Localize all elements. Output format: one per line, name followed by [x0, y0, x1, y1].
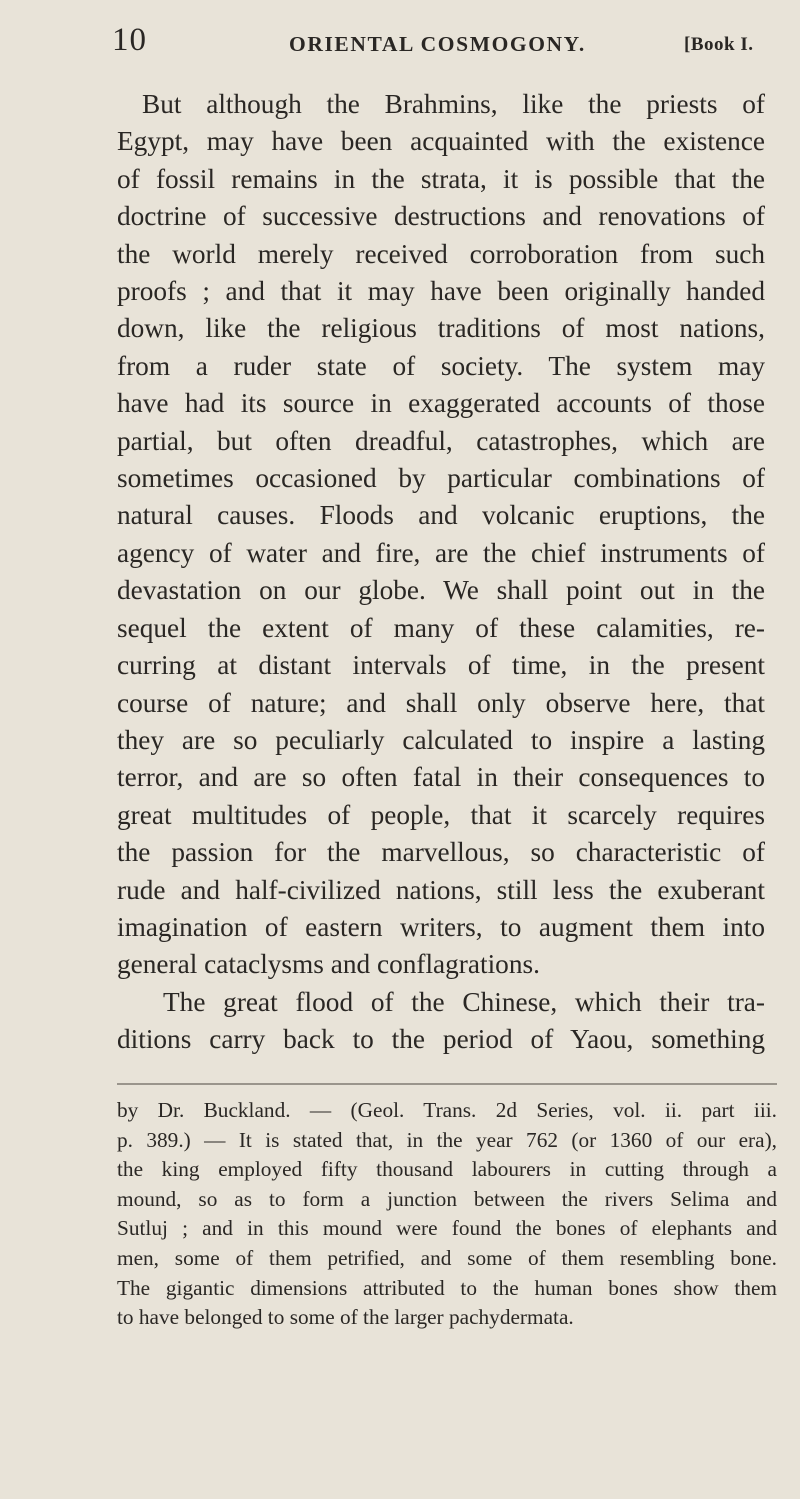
body-line: from a ruder state of society. The system may — [117, 350, 765, 381]
footnote-line: The gigantic dimensions attributed to the human bones show them — [117, 1275, 777, 1300]
body-line: the world merely received corroboration from such — [117, 238, 765, 269]
body-line: curring at distant intervals of time, in the present — [117, 650, 765, 681]
footnote — [117, 1096, 777, 1333]
body-line: partial, but often dreadful, catastrophes, which are — [117, 425, 765, 456]
body-line: doctrine of successive destructions and renovations of — [117, 201, 765, 232]
footnote-line: p. 389.) — It is stated that, in the year 762 (or 1360 of our era), — [117, 1127, 777, 1152]
footnote-rule — [117, 1083, 777, 1085]
footnote-line: Sutluj ; and in this mound were found the bones of elephants and — [117, 1216, 777, 1241]
body-line: ditions carry back to the period of Yaou, something — [117, 1024, 765, 1055]
body-line: devastation on our globe. We shall point out in the — [117, 575, 765, 606]
body-line: proofs ; and that it may have been originally handed — [117, 276, 765, 307]
footnote-line: men, some of them petrified, and some of them resembling bone. — [117, 1245, 777, 1270]
book-reference: [Book I. — [684, 34, 754, 55]
footnote-line: to have belonged to some of the larger pachydermata. — [117, 1305, 574, 1330]
body-line: they are so peculiarly calculated to inspire a lasting — [117, 724, 765, 755]
body-line: The great flood of the Chinese, which their tra- — [163, 986, 765, 1017]
page-number: 10 — [112, 22, 147, 58]
body-line: rude and half-civilized nations, still less the exuberant — [117, 874, 765, 905]
body-line: sequel the extent of many of these calamities, re- — [117, 612, 765, 643]
footnote-line: the king employed fifty thousand labourers in cutting through a — [117, 1157, 777, 1182]
footnote-line: mound, so as to form a junction between the rivers Selima and — [117, 1186, 777, 1211]
body-line: agency of water and fire, are the chief instruments of — [117, 537, 765, 568]
running-title: ORIENTAL COSMOGONY. — [289, 32, 586, 56]
body-line: terror, and are so often fatal in their consequences to — [117, 762, 765, 793]
body-line: the passion for the marvellous, so characteristic of — [117, 837, 765, 868]
body-line: of fossil remains in the strata, it is possible that the — [117, 163, 765, 194]
body-line: But although the Brahmins, like the priests of — [142, 89, 765, 119]
body-line: course of nature; and shall only observe here, that — [117, 687, 765, 718]
page-header — [0, 22, 800, 72]
footnote-line: by Dr. Buckland. — (Geol. Trans. 2d Series, vol. ii. part iii. — [117, 1098, 777, 1122]
body-line: Egypt, may have been acquainted with the existence — [117, 126, 765, 157]
body-line: natural causes. Floods and volcanic eruptions, the — [117, 500, 765, 531]
body-text — [117, 86, 765, 1059]
body-line: down, like the religious traditions of most nations, — [117, 313, 765, 344]
body-line: sometimes occasioned by particular combinations of — [117, 463, 765, 494]
body-line: great multitudes of people, that it scarcely requires — [117, 799, 765, 830]
body-line: have had its source in exaggerated accounts of those — [117, 388, 765, 419]
body-line: imagination of eastern writers, to augment them into — [117, 911, 765, 942]
body-line: general cataclysms and conflagrations. — [117, 949, 540, 980]
